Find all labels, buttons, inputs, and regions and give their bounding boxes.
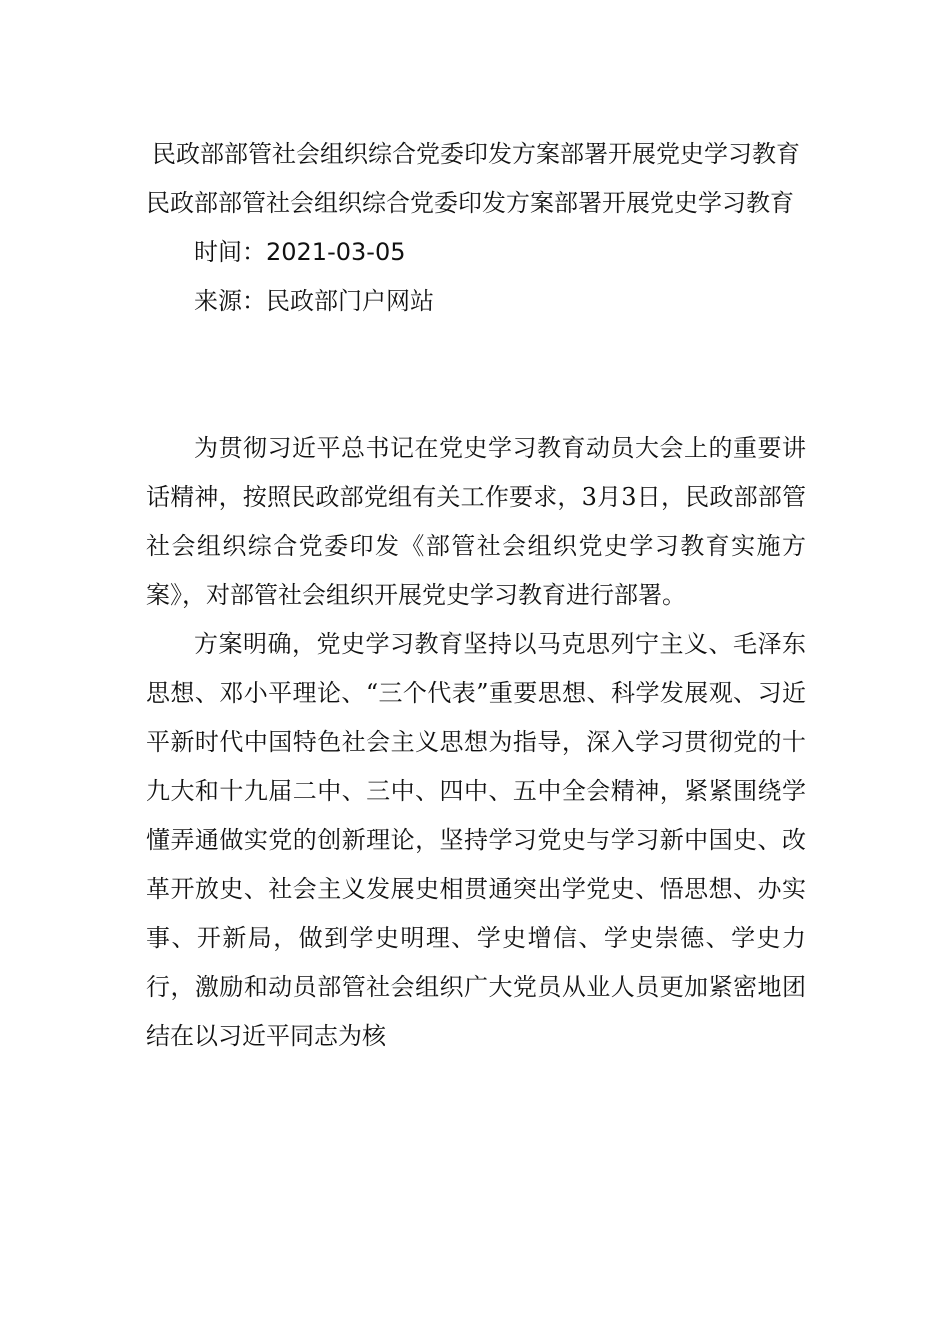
source-value: 民政部门户网站: [266, 287, 434, 315]
body-paragraph-2: 方案明确，党史学习教育坚持以马克思列宁主义、毛泽东思想、邓小平理论、“三个代表”重要思想、科学发展观、习近平新时代中国特色社会主义思想为指导，深入学习贯彻党的十九大和十九届二中、三中、四中、五中全会精神，紧紧围绕学懂弄通做实党的创新理论，坚持学习党史与学习新中国史、改革开放史、社会主义发展史相贯通突出学党史、悟思想、办实事、开新局，做到学史明理、学史增信、学史崇德、学史力行，激励和动员部管社会组织广大党员从业人员更加紧密地团结在以习近平同志为核: [146, 630, 806, 1050]
time-value: 2021-03-05: [266, 238, 406, 266]
source-label: 来源：: [194, 287, 266, 315]
section-gap: [146, 326, 806, 424]
body-paragraph-1: 为贯彻习近平总书记在党史学习教育动员大会上的重要讲话精神，按照民政部党组有关工作要求，3月3日，民政部部管社会组织综合党委印发《部管社会组织党史学习教育实施方案》，对部管社会组织开展党史学习教育进行部署。: [146, 434, 806, 609]
time-label: 时间：: [194, 238, 266, 266]
publish-time: [146, 228, 806, 277]
publish-source: [146, 277, 806, 326]
document-title: 民政部部管社会组织综合党委印发方案部署开展党史学习教育: [152, 140, 800, 168]
article-title: 民政部部管社会组织综合党委印发方案部署开展党史学习教育: [146, 189, 794, 217]
document-page: [146, 130, 806, 1061]
